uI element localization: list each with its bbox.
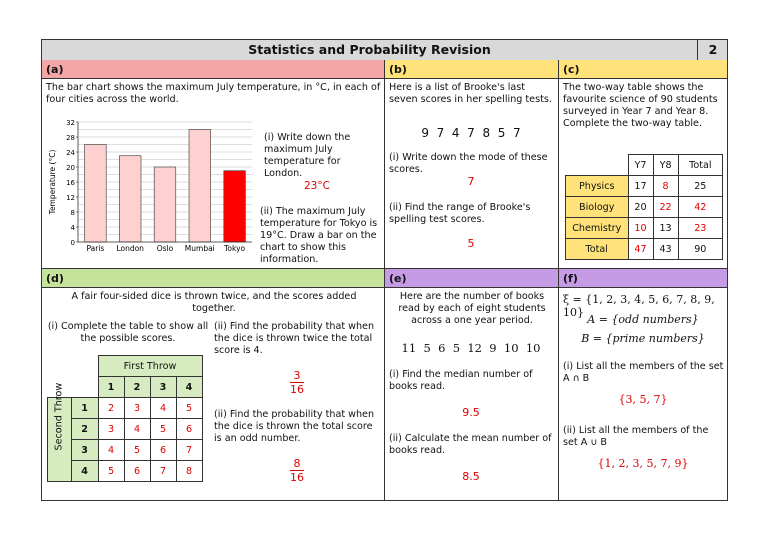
table-cell: 8 [653,176,678,197]
y-tick-label: 20 [66,164,75,172]
title-bar [42,40,727,61]
table-cell: 25 [678,176,722,197]
score-cell: 3 [98,419,124,440]
second-throw-2: 2 [71,419,98,440]
table-cell: 20 [628,197,653,218]
first-throw-1: 1 [98,377,124,398]
table-cell: 17 [628,176,653,197]
score-cell: 4 [98,440,124,461]
answer-fraction-3 [214,457,380,484]
table-cell: 22 [653,197,678,218]
y-tick-label: 24 [66,149,75,157]
section-e [385,269,559,500]
col-header-y8: Y8 [653,155,678,176]
table-cell: 90 [678,239,722,260]
sample-space-table [47,355,203,482]
section-f-answer-2: {1, 2, 3, 5, 7, 9} [597,457,689,470]
table-cell: 47 [628,239,653,260]
section-b-answer-1: 7 [467,175,475,188]
section-c [559,60,727,269]
row-label-biology: Biology [566,197,629,218]
section-b-intro: Here is a list of Brooke's last seven scores in her spelling tests. [389,82,552,105]
table-cell: 10 [628,218,653,239]
page-number: 2 [697,40,728,60]
section-d-question-1: (i) Complete the table to show all the possible scores. [47,321,209,344]
section-a [42,60,385,269]
section-d-question-3: (ii) Find the probability that when the dice is thrown the total score is an odd number. [214,409,375,444]
x-tick-label: Paris [86,244,105,253]
section-f-question-2: (ii) List all the members of the set A ∪ B [563,425,709,448]
table-cell: 42 [678,197,722,218]
first-throw-label: First Throw [98,356,202,377]
section-f-question-1: (i) List all the members of the set A ∩ B [563,361,724,384]
table-corner [566,155,629,176]
section-b [385,60,559,269]
score-cell: 5 [176,398,202,419]
section-c-intro: The two-way table shows the favourite science of 90 students surveyed in Year 7 and Year 8. Complete the two-way table. [563,82,718,129]
y-tick-label: 8 [70,209,75,217]
section-e-header: (e) [385,269,558,288]
col-header-y7: Y7 [628,155,653,176]
col-header-total: Total [678,155,722,176]
second-throw-1: 1 [71,398,98,419]
bar-chart [44,112,259,262]
first-throw-4: 4 [176,377,202,398]
bar-paris [85,145,107,243]
two-way-table [565,154,723,260]
bar-tokyo [224,171,246,242]
section-c-header: (c) [559,60,727,79]
score-cell: 6 [150,440,176,461]
fraction-denominator: 16 [290,471,304,484]
section-d-intro: A fair four-sided dice is thrown twice, and the scores added together. [71,291,357,314]
section-b-question-2: (ii) Find the range of Brooke's spelling test scores. [389,202,531,225]
fraction-numerator: 8 [290,457,304,471]
section-d-header: (d) [42,269,384,288]
y-tick-label: 32 [66,119,75,127]
row-label-physics: Physics [566,176,629,197]
table-cell: 13 [653,218,678,239]
x-tick-label: London [116,244,144,253]
first-throw-2: 2 [124,377,150,398]
x-tick-label: Oslo [156,244,174,253]
books-data: 11 5 6 5 12 9 10 10 [401,341,541,355]
score-cell: 6 [124,461,150,482]
section-e-answer-1: 9.5 [462,406,480,419]
y-tick-label: 12 [66,194,75,202]
section-e-question-1: (i) Find the median number of books read. [389,369,533,392]
table-cell: 23 [678,218,722,239]
second-throw-text: Second Throw [53,382,65,451]
x-tick-label: Tokyo [224,244,246,253]
second-throw-4: 4 [71,461,98,482]
section-e-intro: Here are the number of books read by each of eight students across a one year period. [398,291,546,326]
section-e-question-2: (ii) Calculate the mean number of books read. [389,433,552,456]
section-f [559,269,727,500]
row-label-chemistry: Chemistry [566,218,629,239]
set-a: A = {odd numbers} [587,313,699,326]
second-throw-3: 3 [71,440,98,461]
section-a-answer-1: 23°C [304,180,330,192]
score-cell: 2 [98,398,124,419]
set-b: B = {prime numbers} [581,332,705,345]
table-cell: 43 [653,239,678,260]
bar-oslo [154,167,176,242]
score-cell: 7 [176,440,202,461]
x-tick-label: Mumbai [184,244,215,253]
score-cell: 8 [176,461,202,482]
section-d [42,269,385,500]
y-tick-label: 16 [66,179,75,187]
y-tick-label: 28 [66,134,75,142]
section-b-question-1: (i) Write down the mode of these scores. [389,152,548,175]
score-cell: 6 [176,419,202,440]
section-e-answer-2: 8.5 [462,470,480,483]
section-d-question-2: (ii) Find the probability that when the dice is thrown twice the total score is 4. [214,321,375,356]
bar-london [119,156,141,242]
score-cell: 5 [124,440,150,461]
score-cell: 3 [124,398,150,419]
universal-set: ξ = {1, 2, 3, 4, 5, 6, 7, 8, 9, 10} [563,293,715,319]
section-a-question-2: (ii) The maximum July temperature for Tokyo is 19°C. Draw a bar on the chart to show this information. [260,206,378,265]
bar-mumbai [189,130,211,243]
y-axis-label: Temperature (°C) [48,149,57,215]
first-throw-3: 3 [150,377,176,398]
section-b-answer-2: 5 [467,237,475,250]
fraction-numerator: 3 [290,369,304,383]
section-b-header: (b) [385,60,558,79]
y-tick-label: 0 [70,239,75,247]
answer-fraction-2 [214,369,380,396]
score-cell: 5 [150,419,176,440]
section-a-header: (a) [42,60,384,79]
revision-sheet [41,39,728,501]
brooke-scores: 9 7 4 7 8 5 7 [421,126,521,140]
section-f-answer-1: {3, 5, 7} [618,393,668,406]
score-cell: 5 [98,461,124,482]
page-title: Statistics and Probability Revision [248,42,491,57]
y-tick-label: 4 [70,224,75,232]
section-a-intro: The bar chart shows the maximum July temperature, in °C, in each of four cities across the world. [46,82,381,105]
section-a-question-1: (i) Write down the maximum July temperature for London. [264,132,351,179]
table-corner [48,356,99,377]
score-cell: 7 [150,461,176,482]
score-cell: 4 [150,398,176,419]
row-label-total: Total [566,239,629,260]
section-f-header: (f) [559,269,727,288]
second-throw-label [48,382,72,482]
fraction-denominator: 16 [290,383,304,396]
score-cell: 4 [124,419,150,440]
